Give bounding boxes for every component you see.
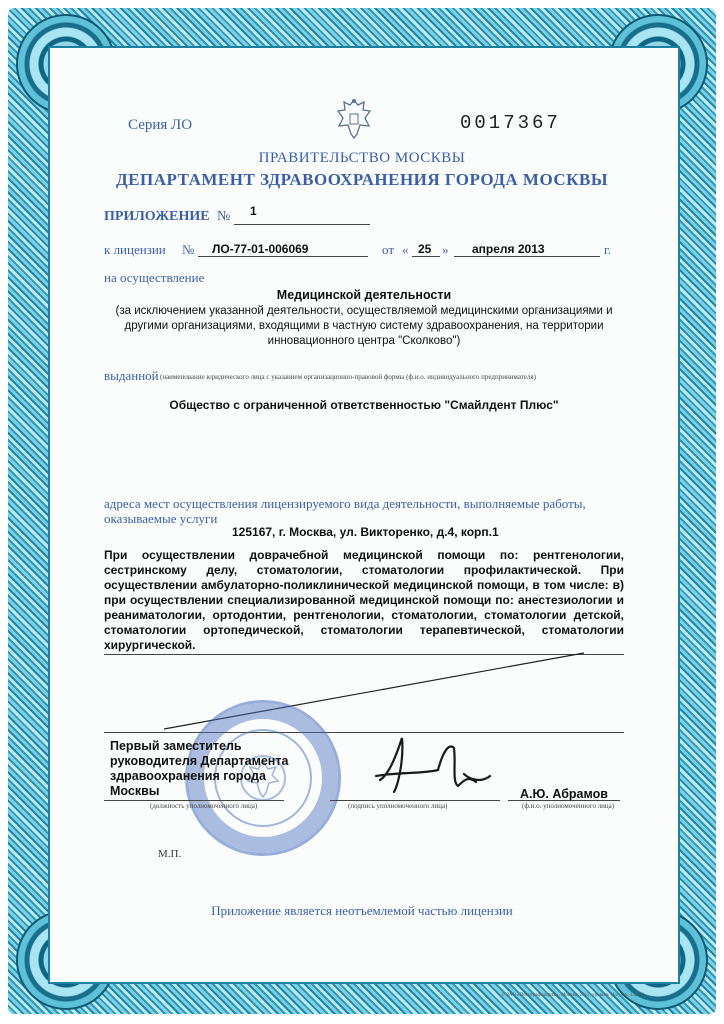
blank-strike-line	[104, 645, 624, 735]
series-label: Серия ЛО	[128, 117, 193, 133]
signer-name: А.Ю. Абрамов	[520, 787, 608, 801]
license-prefix: к лицензии	[104, 242, 166, 257]
underline	[330, 800, 500, 801]
address-value: 125167, г. Москва, ул. Викторенко, д.4, корп.1	[232, 525, 499, 539]
date-from-label: от	[382, 242, 395, 257]
services-text: При осуществлении доврачебной медицинской помощи по: рентгенологии, сестринскому делу, стоматологии, стоматологии профилактической. При осуществлении амбулаторно-поликлинической медицинской помощи, в том числе: в) при осуществлении специализированной медицинской помощи по: анестезиологии и реаниматологии, ортодонтии, рентгенологии, стоматологии, стоматологии детской, стоматологии ортопедической, стоматологии терапевтической, стоматологии хирургической.	[104, 548, 624, 652]
signature-hint: (подпись уполномоченного лица)	[348, 802, 448, 810]
position-hint: (должность уполномоченного лица)	[150, 802, 258, 810]
stamp-place-label: М.П.	[158, 848, 182, 860]
footer-note: Приложение является неотъемлемой частью лицензии	[211, 903, 513, 918]
printer-copyright: © ЗАО «Полиграфзащита», Москва, 2012, уровень «Б», зак. 132-12	[501, 993, 644, 998]
underline	[412, 256, 440, 257]
date-quote-open: «	[402, 242, 409, 257]
appendix-label: ПРИЛОЖЕНИЕ	[104, 209, 210, 224]
underline	[198, 256, 368, 257]
date-quote-close: »	[442, 242, 449, 257]
appendix-number-label: №	[217, 209, 231, 224]
activity-note: (за исключением указанной деятельности, осуществляемой медицинскими организациями и другими организациями, входящими в частную систему здравоохранения, на территории инновационного центра "Сколково")	[115, 305, 613, 347]
license-number-label: №	[182, 242, 195, 257]
underline	[234, 224, 370, 225]
license-day: 25	[418, 242, 432, 256]
issued-hint: (наименование юридического лица с указанием организационно-правовой формы (ф.и.о. индивидуального предпринимателя)	[160, 373, 536, 381]
name-hint: (ф.и.о. уполномоченного лица)	[522, 802, 615, 810]
department-title: ДЕПАРТАМЕНТ ЗДРАВООХРАНЕНИЯ ГОРОДА МОСКВЫ	[115, 170, 609, 189]
appendix-number: 1	[250, 204, 257, 218]
blank-number: 0017367	[460, 112, 561, 134]
signer-position: Первый заместитель руководителя Департамента здравоохранения города Москвы	[110, 739, 289, 798]
issued-label: выданной	[104, 368, 159, 383]
separator-line	[104, 732, 624, 733]
license-number: ЛО-77-01-006069	[212, 242, 309, 256]
underline	[454, 256, 600, 257]
underline	[508, 800, 620, 801]
underline	[104, 800, 284, 801]
organization-name: Общество с ограниченной ответственностью "Смайлдент Плюс"	[169, 398, 559, 412]
activity-name: Медицинской деятельности	[276, 288, 452, 302]
license-month-year: апреля 2013	[472, 242, 545, 256]
activity-label: на осуществление	[104, 270, 205, 285]
coat-of-arms-icon	[333, 96, 375, 142]
government-title: ПРАВИТЕЛЬСТВО МОСКВЫ	[258, 150, 466, 166]
handwritten-signature	[368, 730, 498, 805]
year-suffix: г.	[604, 242, 612, 257]
address-label: адреса мест осуществления лицензируемого вида деятельности, выполняемые работы, оказываемые услуги	[104, 496, 586, 526]
